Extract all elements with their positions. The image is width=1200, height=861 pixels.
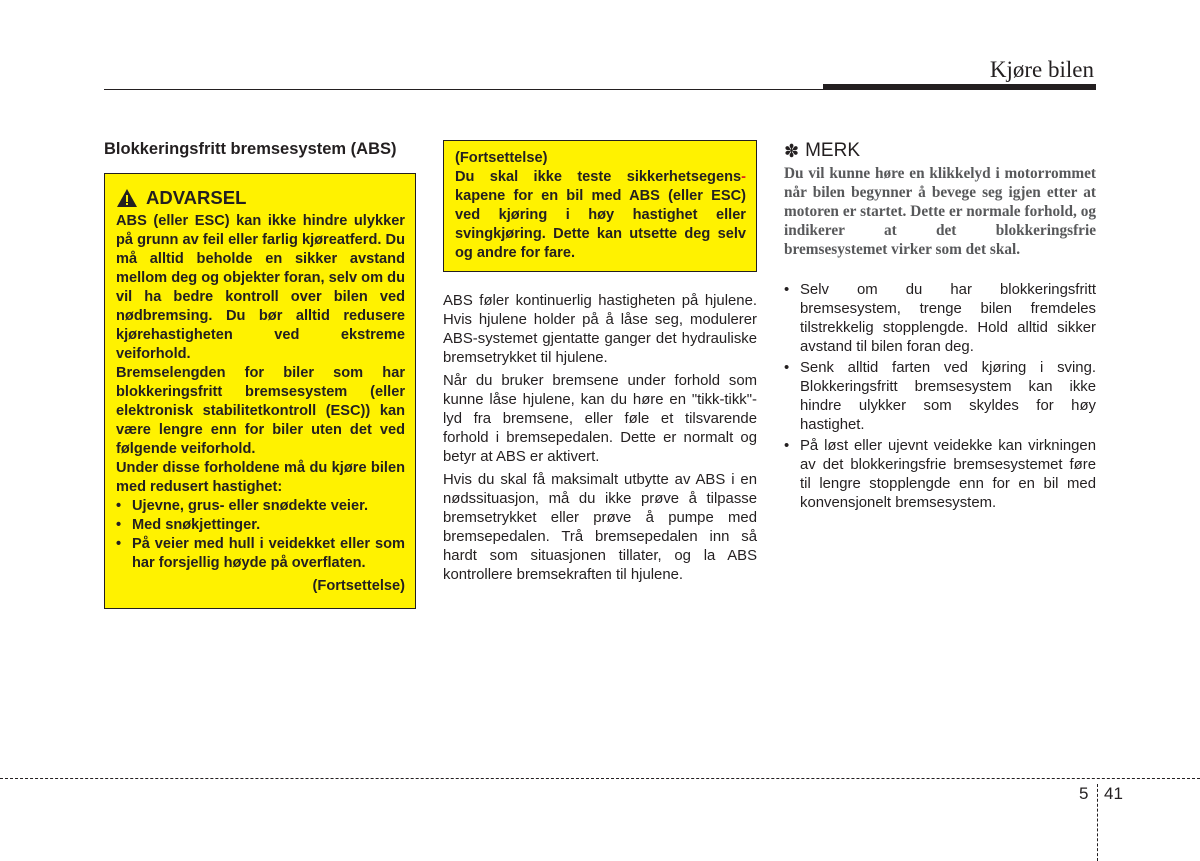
warning-triangle-icon (116, 188, 138, 208)
list-item: • Selv om du har blokkeringsfritt bremsesystem, trenge bilen fremdeles tilstrekkelig stopplengde. Hold alltid sikker avstand til bilen foran deg. (784, 281, 1096, 357)
body-paragraph: Hvis du skal få maksimalt utbytte av ABS i en nødssituasjon, må du ikke prøve å tilpasse bremsetrykket eller prøve å pumpe med bremsepedalen. Trå bremsepedalen inn så hardt som situasjonen tillater, og la ABS kontrollere bremsekraften til hjulene. (443, 472, 757, 583)
warning-list (116, 497, 405, 573)
warning-paragraph: Under disse forholdene må du kjøre bilen med redusert hastighet: (116, 460, 405, 495)
warning-continued-box (443, 140, 757, 272)
column-left (104, 140, 416, 609)
list-item: • Ujevne, grus- eller snødekte veier. (116, 497, 405, 516)
continued-box-text: Du skal ikke teste sikkerhetsegens- kapene for en bil med ABS (eller ESC) ved kjøring i høy hastighet eller svingkjøring. Dette kan utsette deg selv og andre for fare. (455, 169, 746, 261)
warning-box (104, 173, 416, 609)
note-text: Du vil kunne høre en klikkelyd i motorrommet når bilen begynner å bevege seg igjen etter at motoren er startet. Dette er normale forhold, og indikerer at det blokkeringsfrie bremsesystemet virker som det skal. (784, 165, 1096, 258)
warning-title (116, 186, 405, 210)
hyphen-mark: - (741, 169, 746, 185)
warning-paragraph: ABS (eller ESC) kan ikke hindre ulykker på grunn av feil eller farlig kjøreatferd. Du må alltid beholde en sikker avstand mellom deg og objekter foran, selv om du vil ha bedre kontroll over bilen ved nødbremsing. Du bør alltid redusere kjørehastigheten ved ekstreme veiforhold. (116, 213, 405, 362)
bullet-list (784, 281, 1096, 513)
body-paragraph: ABS føler kontinuerlig hastigheten på hjulene. Hvis hjulene holder på å låse seg, modulerer ABS-systemet gjentatte ganger det hydrauliske bremsetrykket til hjulene. (443, 293, 757, 366)
header-rule-thick (823, 84, 1096, 90)
continued-box-label: (Fortsettelse) (455, 150, 548, 166)
list-item: • På løst eller ujevnt veidekke kan virkningen av det blokkeringsfrie bremsesystemet føre til lengre stopplengde enn for en bil med konvensjonelt bremsesystem. (784, 437, 1096, 513)
continued-label: (Fortsettelse) (312, 578, 405, 594)
warning-title-text: ADVARSEL (146, 187, 247, 208)
section-heading: Blokkeringsfritt bremsesystem (ABS) (104, 140, 397, 158)
header-rule (104, 89, 824, 90)
chapter-number: 5 (1079, 784, 1089, 803)
list-item: • Senk alltid farten ved kjøring i sving. Blokkeringsfritt bremsesystem kan ikke hindre ulykker som skyldes for høy hastighet. (784, 359, 1096, 435)
page-number-divider (1097, 784, 1098, 861)
page-number: 41 (1104, 784, 1123, 803)
warning-paragraph: Bremselengden for biler som har blokkeringsfritt bremsesystem (eller elektronisk stabilitetkontroll (ESC)) kan være lengre enn for biler uten det ved følgende veiforhold. (116, 365, 405, 457)
footer-dashed-rule (0, 778, 1200, 779)
note-star-icon: ✽ (784, 140, 800, 161)
list-item: • Med snøkjettinger. (116, 516, 405, 535)
list-item: • På veier med hull i veidekket eller som har forsjellig høyde på overflaten. (116, 535, 405, 573)
column-middle (443, 140, 757, 589)
page-header-title: Kjøre bilen (989, 57, 1094, 82)
note-title-text: MERK (805, 140, 860, 161)
note-title (784, 140, 1096, 162)
body-paragraph: Når du bruker bremsene under forhold som kunne låse hjulene, kan du høre en "tikk-tikk"-lyd fra bremsene, eller føle et tilsvarende forhold i bremsepedalen. Dette er normalt og betyr at ABS er aktivert. (443, 373, 757, 465)
column-right (784, 140, 1096, 515)
